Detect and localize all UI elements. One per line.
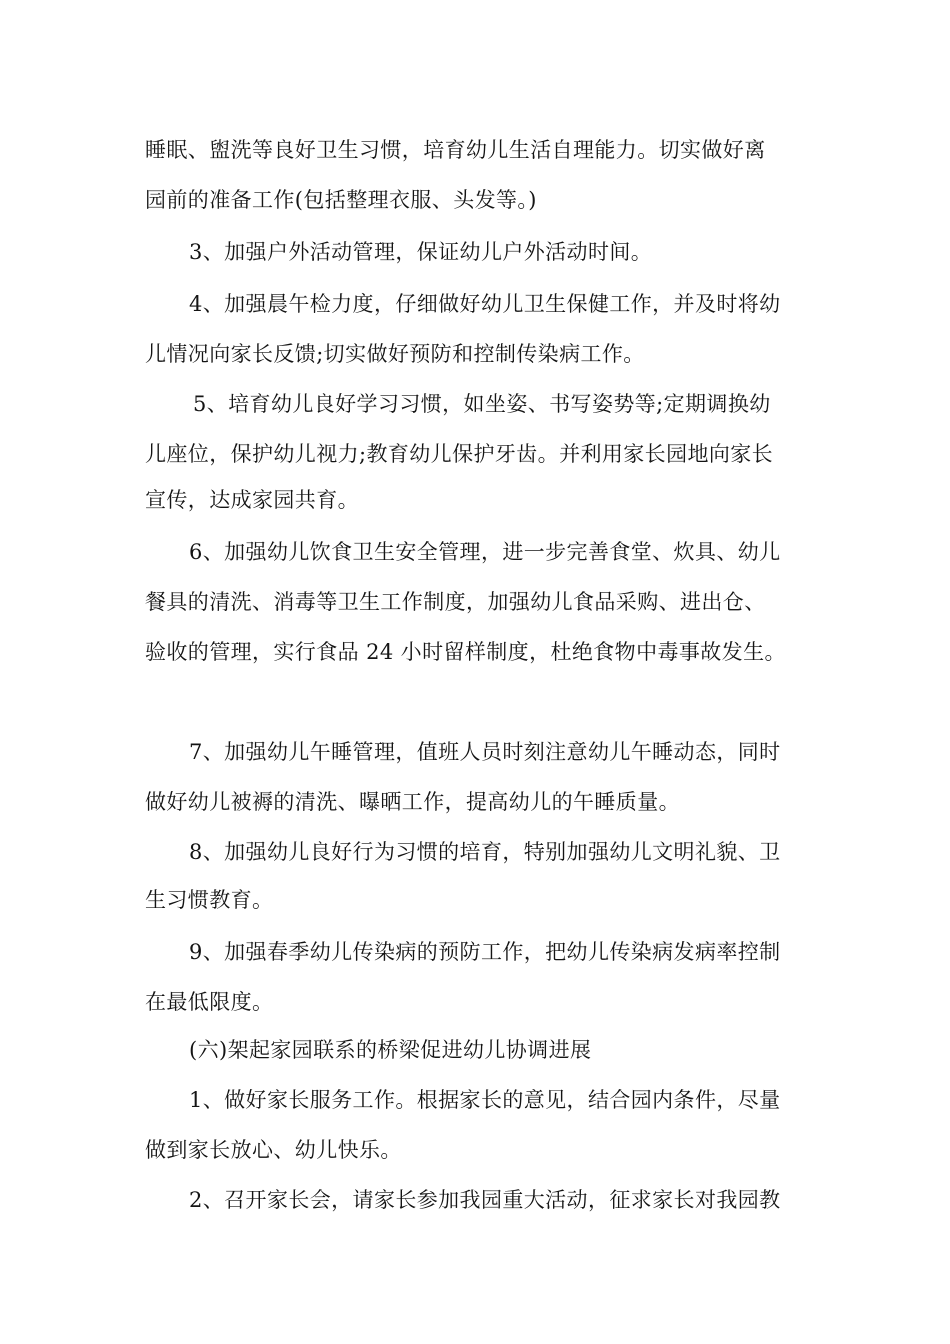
text-line: 儿座位，保护幼儿视力;教育幼儿保护牙齿。并利用家长园地向家长: [145, 442, 774, 466]
text-line: 2、召开家长会，请家长参加我园重大活动，征求家长对我园教: [189, 1188, 781, 1212]
text-line: 宣传，达成家园共育。: [145, 488, 359, 512]
text-line: 1、做好家长服务工作。根据家长的意见，结合园内条件，尽量: [189, 1088, 781, 1112]
text-line: 做好幼儿被褥的清洗、曝晒工作，提高幼儿的午睡质量。: [145, 790, 680, 814]
section-heading: (六)架起家园联系的桥梁促进幼儿协调进展: [189, 1038, 592, 1062]
text-line: 餐具的清洗、消毒等卫生工作制度，加强幼儿食品采购、进出仓、: [145, 590, 766, 614]
text-line: 4、加强晨午检力度，仔细做好幼儿卫生保健工作，并及时将幼: [189, 292, 781, 316]
text-line: 睡眠、盥洗等良好卫生习惯，培育幼儿生活自理能力。切实做好离: [145, 138, 766, 162]
text-line: 5、培育幼儿良好学习习惯，如坐姿、书写姿势等;定期调换幼: [193, 392, 771, 416]
text-line: 在最低限度。: [145, 990, 274, 1014]
text-line: 8、加强幼儿良好行为习惯的培育，特别加强幼儿文明礼貌、卫: [189, 840, 781, 864]
text-line: 做到家长放心、幼儿快乐。: [145, 1138, 402, 1162]
text-line: 3、加强户外活动管理，保证幼儿户外活动时间。: [189, 240, 653, 264]
text-line: 7、加强幼儿午睡管理，值班人员时刻注意幼儿午睡动态，同时: [189, 740, 781, 764]
text-line: 儿情况向家长反馈;切实做好预防和控制传染病工作。: [145, 342, 645, 366]
text-line: 9、加强春季幼儿传染病的预防工作，把幼儿传染病发病率控制: [189, 940, 781, 964]
text-line: 6、加强幼儿饮食卫生安全管理，进一步完善食堂、炊具、幼儿: [189, 540, 781, 564]
text-line: 园前的准备工作(包括整理衣服、头发等。): [145, 188, 537, 212]
text-line: 验收的管理，实行食品 24 小时留样制度，杜绝食物中毒事故发生。: [145, 640, 786, 664]
text-line: 生习惯教育。: [145, 888, 274, 912]
